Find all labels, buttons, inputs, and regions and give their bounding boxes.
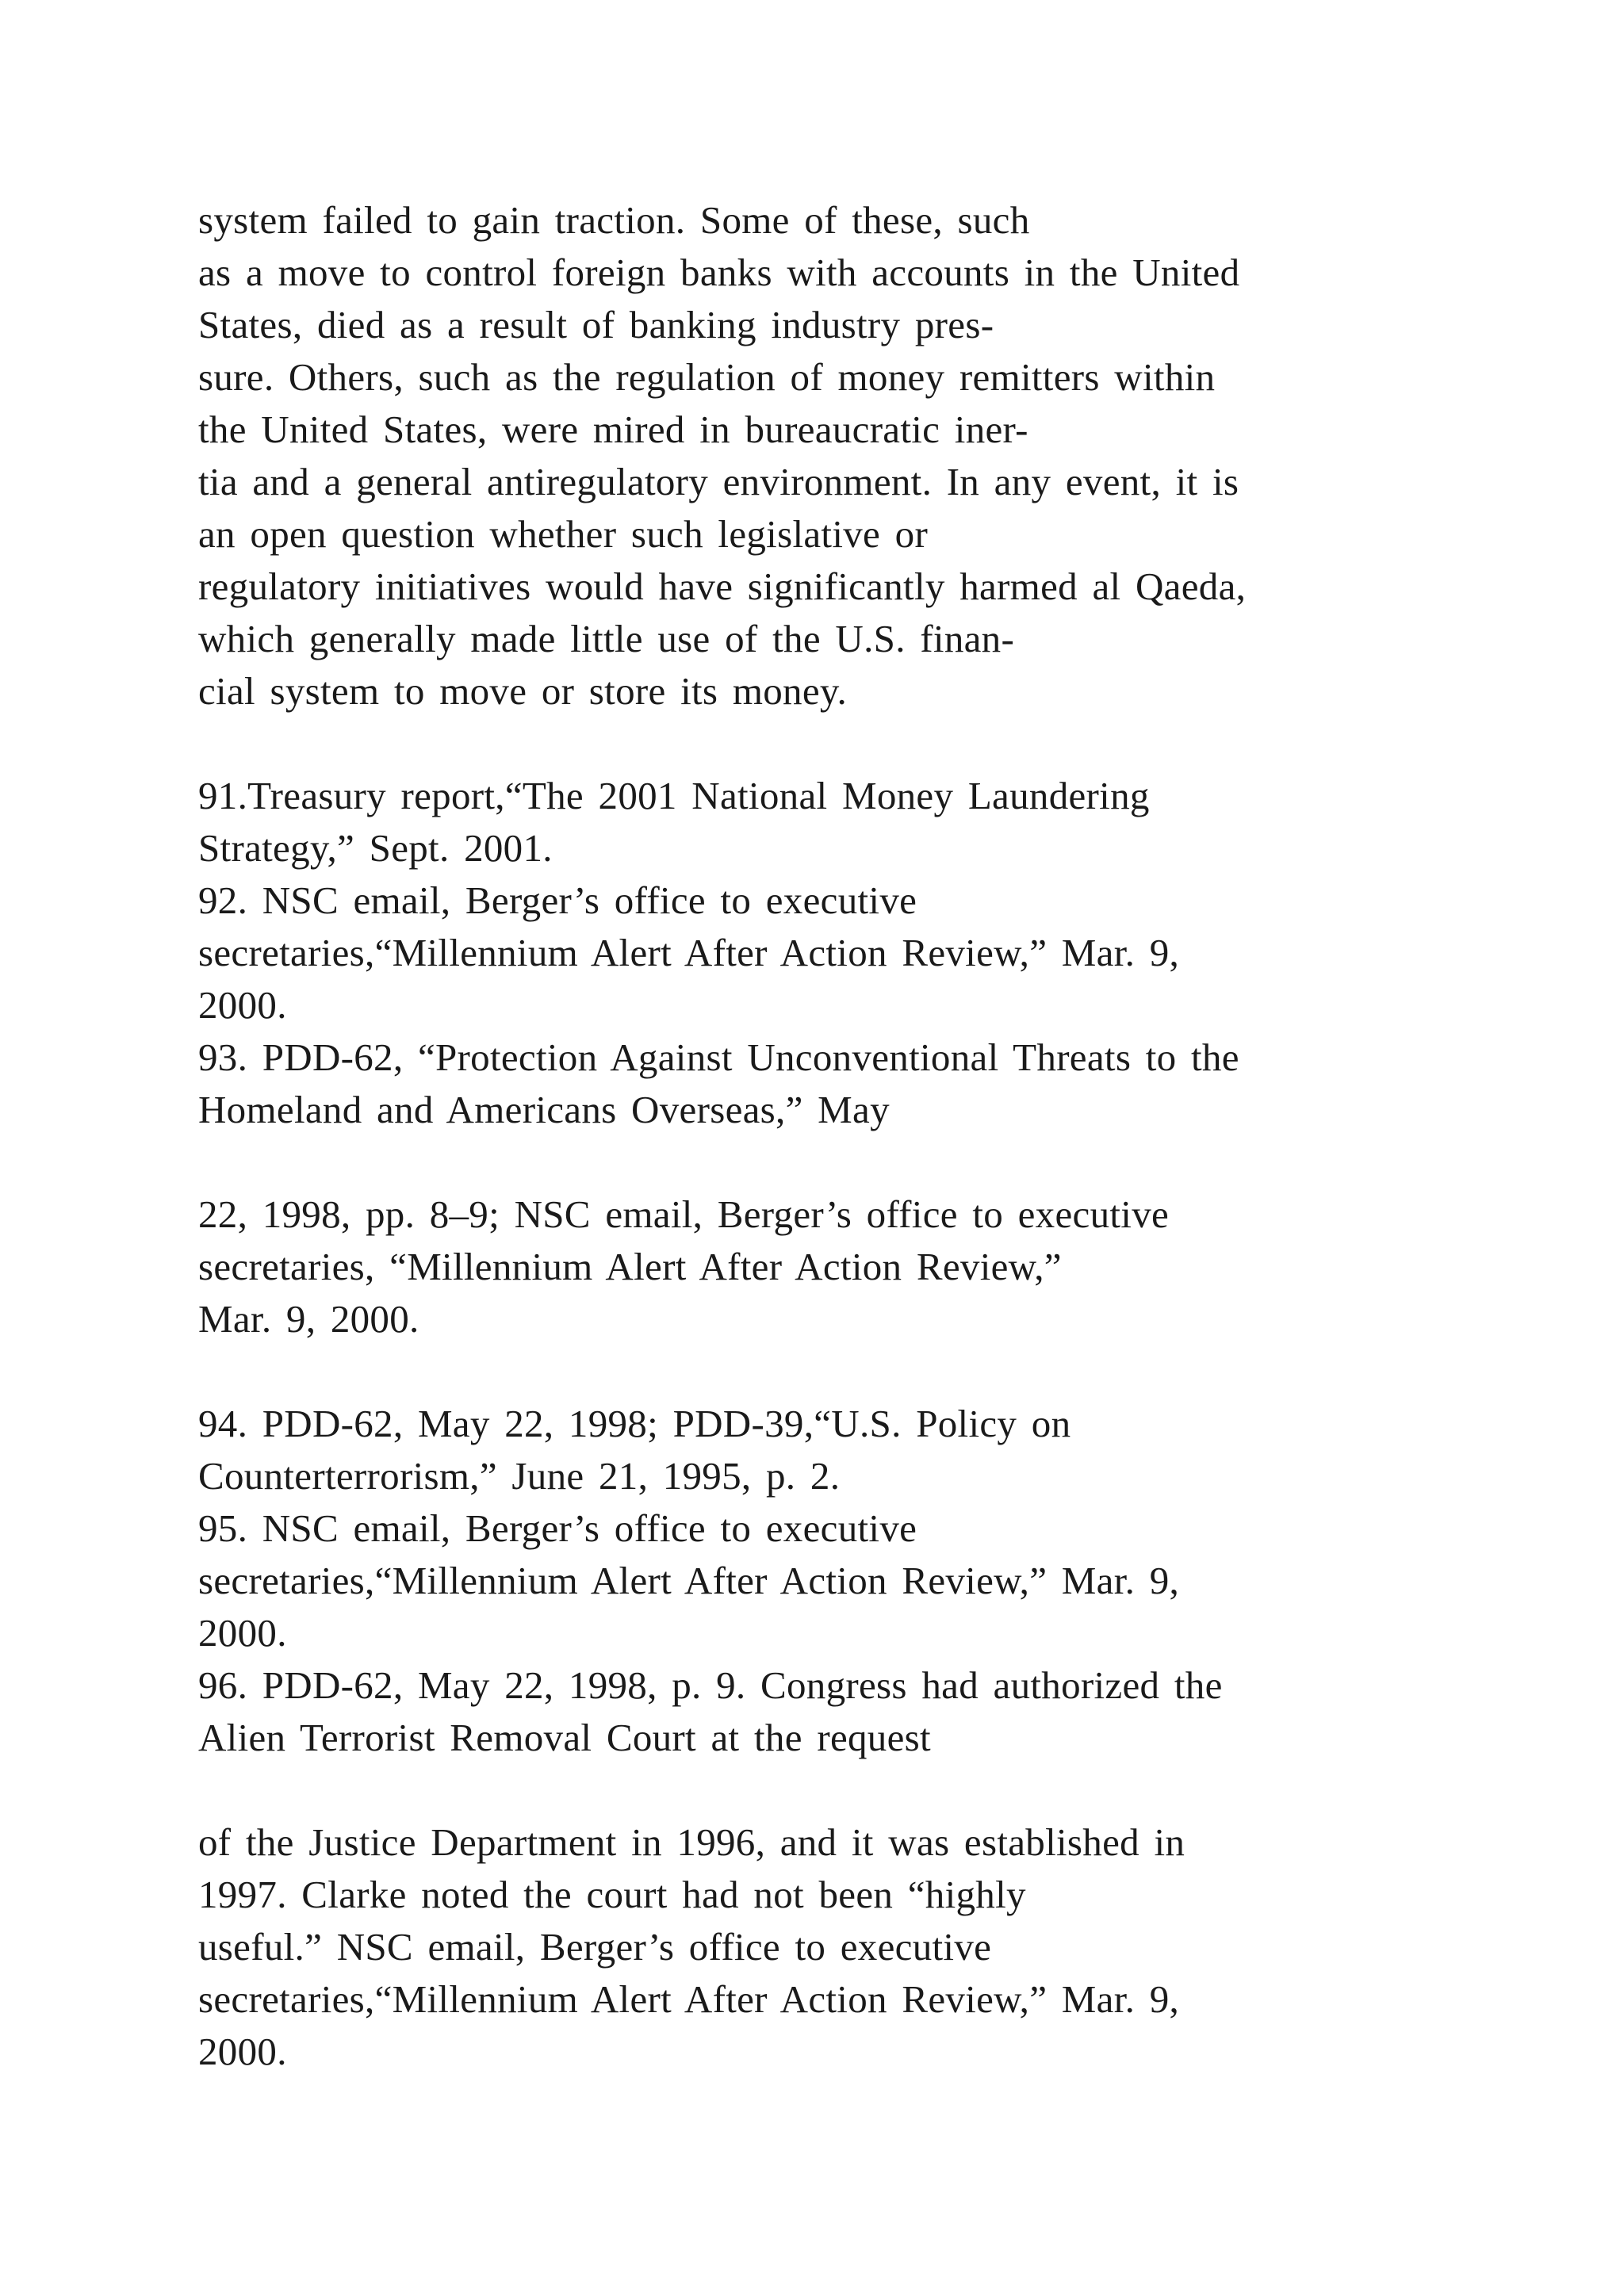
footnote-line: 2000. <box>198 983 287 1027</box>
footnote-line: 95. NSC email, Berger’s office to executive <box>198 1506 917 1550</box>
text-line: the United States, were mired in bureaucratic iner- <box>198 408 1028 451</box>
footnote-line: 92. NSC email, Berger’s office to executive <box>198 878 917 922</box>
text-line: cial system to move or store its money. <box>198 669 848 713</box>
footnote-line: Counterterrorism,” June 21, 1995, p. 2. <box>198 1454 841 1498</box>
footnote-line: 96. PDD-62, May 22, 1998, p. 9. Congress had authorized the <box>198 1663 1223 1707</box>
footnote-line: secretaries,“Millennium Alert After Action Review,” Mar. 9, <box>198 1559 1180 1602</box>
text-line: which generally made little use of the U.S. finan- <box>198 617 1015 660</box>
text-line: States, died as a result of banking industry pres- <box>198 303 994 346</box>
footnote-line: Mar. 9, 2000. <box>198 1297 419 1341</box>
footnote-line: 2000. <box>198 1611 287 1655</box>
text-line: sure. Others, such as the regulation of money remitters within <box>198 355 1216 399</box>
footnote-line: 91.Treasury report,“The 2001 National Money Laundering <box>198 774 1150 817</box>
footnote-line: 22, 1998, pp. 8–9; NSC email, Berger’s office to executive <box>198 1192 1170 1236</box>
footnote-line: Alien Terrorist Removal Court at the request <box>198 1716 931 1759</box>
footnote-line: useful.” NSC email, Berger’s office to executive <box>198 1925 992 1969</box>
footnote-line: of the Justice Department in 1996, and it was established in <box>198 1820 1185 1864</box>
footnote-line: 94. PDD-62, May 22, 1998; PDD-39,“U.S. Policy on <box>198 1402 1071 1445</box>
text-line: tia and a general antiregulatory environment. In any event, it is <box>198 460 1239 503</box>
text-line: an open question whether such legislative or <box>198 512 929 556</box>
footnote-line: Strategy,” Sept. 2001. <box>198 826 553 870</box>
footnote-line: 1997. Clarke noted the court had not been “highly <box>198 1873 1026 1916</box>
footnote-line: Homeland and Americans Overseas,” May <box>198 1088 890 1131</box>
footnote-line: 2000. <box>198 2030 287 2073</box>
text-line: system failed to gain traction. Some of these, such <box>198 198 1030 242</box>
footnote-line: secretaries,“Millennium Alert After Action Review,” Mar. 9, <box>198 931 1180 974</box>
footnote-line: 93. PDD-62, “Protection Against Unconventional Threats to the <box>198 1035 1239 1079</box>
footnote-line: secretaries, “Millennium Alert After Action Review,” <box>198 1245 1062 1288</box>
text-line: as a move to control foreign banks with accounts in the United <box>198 251 1240 294</box>
footnote-line: secretaries,“Millennium Alert After Action Review,” Mar. 9, <box>198 1977 1180 2021</box>
text-line: regulatory initiatives would have significantly harmed al Qaeda, <box>198 564 1247 608</box>
